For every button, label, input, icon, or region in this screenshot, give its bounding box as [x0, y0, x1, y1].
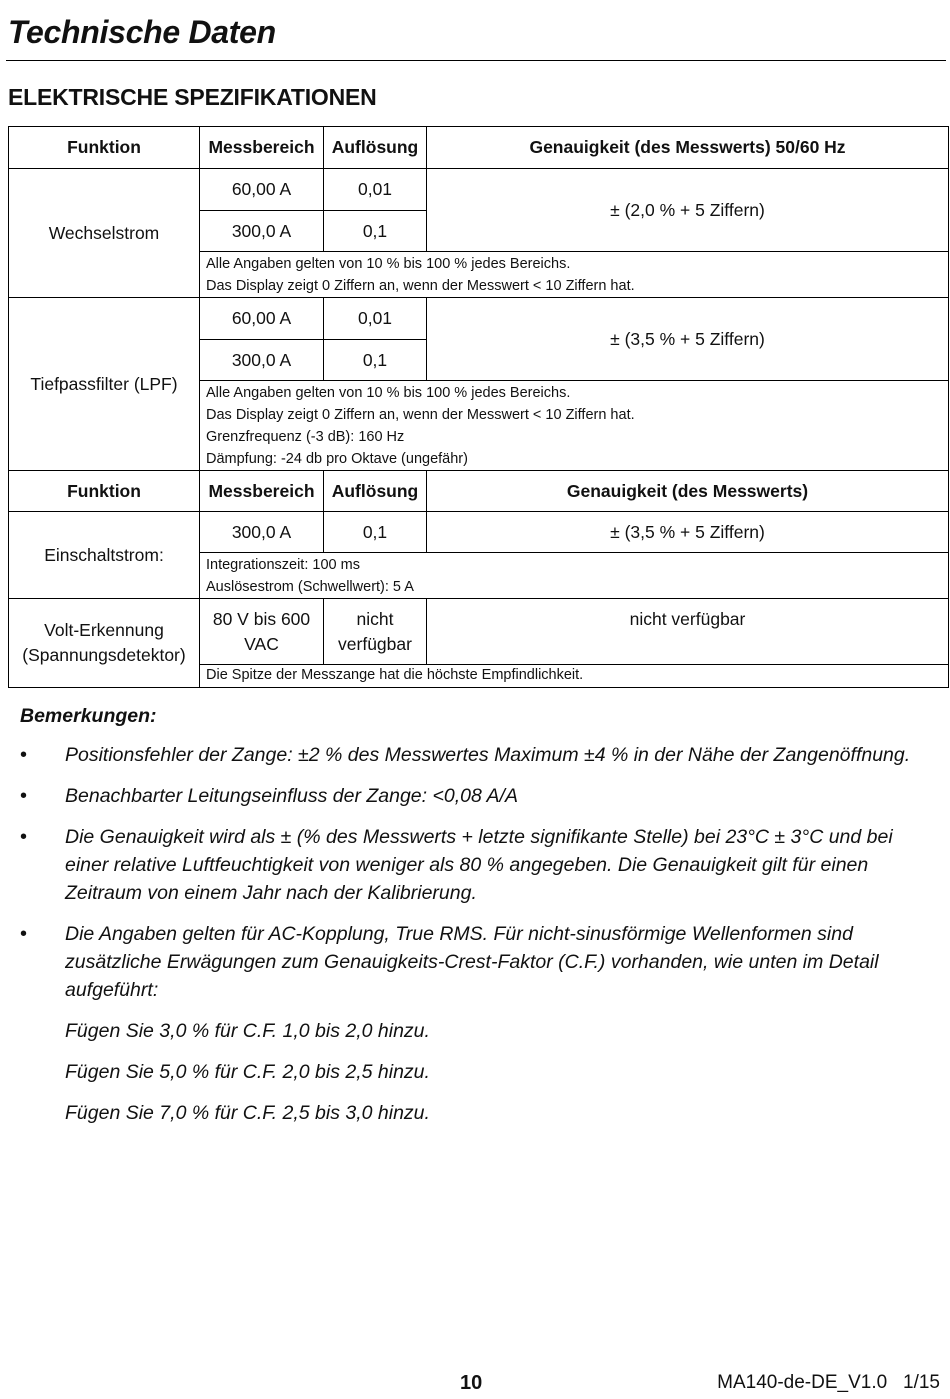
range-cell — [200, 599, 324, 665]
function-cell-tiefpass: Tiefpassfilter (LPF) — [9, 298, 200, 471]
table-header-row — [9, 471, 949, 512]
resolution-cell: 0,01 — [324, 298, 427, 340]
function-cell-volt — [9, 599, 200, 688]
note-line: Dämpfung: -24 db pro Oktave (ungefähr) — [206, 451, 468, 467]
accuracy-cell: ± (3,5 % + 5 Ziffern) — [427, 298, 949, 381]
range-cell: 300,0 A — [200, 512, 324, 553]
resolution-cell: 0,1 — [324, 211, 427, 252]
resolution-cell: 0,1 — [324, 340, 427, 381]
remarks-list — [20, 741, 940, 1004]
header-aufloesung: Auflösung — [324, 471, 427, 512]
note-cell-tiefpass — [200, 381, 949, 471]
remarks-section — [20, 702, 940, 1140]
accuracy-cell: nicht verfügbar — [427, 599, 949, 665]
section-title: ELEKTRISCHE SPEZIFIKATIONEN — [8, 84, 377, 110]
header-funktion: Funktion — [9, 127, 200, 169]
table-row — [9, 599, 949, 665]
function-cell-einschalt: Einschaltstrom: — [9, 512, 200, 599]
header-funktion: Funktion — [9, 471, 200, 512]
header-messbereich: Messbereich — [200, 127, 324, 169]
crest-factor-line: Fügen Sie 3,0 % für C.F. 1,0 bis 2,0 hinzu. — [65, 1020, 430, 1042]
range-cell: 300,0 A — [200, 211, 324, 252]
table-row — [9, 298, 949, 340]
note-cell-wechselstrom — [200, 252, 949, 298]
range-cell: 60,00 A — [200, 298, 324, 340]
note-line: Das Display zeigt 0 Ziffern an, wenn der Messwert < 10 Ziffern hat. — [206, 407, 635, 423]
title-divider — [6, 60, 946, 61]
page-number: 10 — [460, 1372, 483, 1394]
table-header-row — [9, 127, 949, 169]
volt-label-line: Volt-Erkennung — [44, 620, 164, 640]
function-cell-wechselstrom: Wechselstrom — [9, 169, 200, 298]
list-item: • Positionsfehler der Zange: ±2 % des Messwertes Maximum ±4 % in der Nähe der Zangenöffnung. — [20, 741, 940, 769]
accuracy-cell: ± (2,0 % + 5 Ziffern) — [427, 169, 949, 252]
note-cell-volt: Die Spitze der Messzange hat die höchste Empfindlichkeit. — [200, 665, 949, 688]
note-line: Integrationszeit: 100 ms — [206, 557, 360, 573]
resolution-cell: 0,01 — [324, 169, 427, 211]
crest-factor-line: Fügen Sie 5,0 % für C.F. 2,0 bis 2,5 hinzu. — [65, 1061, 430, 1083]
note-line: Auslösestrom (Schwellwert): 5 A — [206, 579, 414, 595]
header-genauigkeit: Genauigkeit (des Messwerts) 50/60 Hz — [427, 127, 949, 169]
header-genauigkeit: Genauigkeit (des Messwerts) — [427, 471, 949, 512]
note-cell-einschalt — [200, 553, 949, 599]
range-cell: 300,0 A — [200, 340, 324, 381]
list-item: • Die Angaben gelten für AC-Kopplung, True RMS. Für nicht-sinusförmige Wellenformen sind zusätzliche Erwägungen zum Genauigkeits-Crest-Faktor (C.F.) vorhanden, wie unten im Detail aufgeführt: — [20, 920, 940, 1004]
volt-range-line: VAC — [244, 633, 279, 654]
resolution-cell — [324, 599, 427, 665]
range-cell: 60,00 A — [200, 169, 324, 211]
note-line: Alle Angaben gelten von 10 % bis 100 % jedes Bereichs. — [206, 385, 571, 401]
volt-range-line: 80 V bis 600 — [212, 608, 311, 629]
list-item: • Die Genauigkeit wird als ± (% des Messwerts + letzte signifikante Stelle) bei 23°C ± 3°C und bei einer relative Luftfeuchtigkeit von weniger als 80 % angegeben. Die Genauigkeit gilt für einen Zeitraum von einem Jahr nach der Kalibrierung. — [20, 823, 940, 907]
volt-resolution-line: verfügbar — [338, 633, 412, 654]
header-messbereich: Messbereich — [200, 471, 324, 512]
accuracy-cell: ± (3,5 % + 5 Ziffern) — [427, 512, 949, 553]
table-row — [9, 169, 949, 211]
header-aufloesung: Auflösung — [324, 127, 427, 169]
list-item: • Benachbarter Leitungseinfluss der Zange: <0,08 A/A — [20, 782, 940, 810]
volt-resolution-line: nicht — [356, 608, 394, 629]
remarks-title: Bemerkungen: — [20, 705, 157, 727]
electrical-spec-table — [8, 126, 949, 688]
resolution-cell: 0,1 — [324, 512, 427, 553]
note-line: Grenzfrequenz (-3 dB): 160 Hz — [206, 429, 405, 445]
page-title: Technische Daten — [8, 14, 276, 50]
document-id: MA140-de-DE_V1.0 1/15 — [717, 1372, 940, 1393]
volt-label-line: (Spannungsdetektor) — [22, 645, 186, 665]
crest-factor-line: Fügen Sie 7,0 % für C.F. 2,5 bis 3,0 hinzu. — [65, 1102, 430, 1124]
table-row — [9, 512, 949, 553]
note-line: Das Display zeigt 0 Ziffern an, wenn der Messwert < 10 Ziffern hat. — [206, 278, 635, 294]
note-line: Alle Angaben gelten von 10 % bis 100 % jedes Bereichs. — [206, 256, 571, 272]
